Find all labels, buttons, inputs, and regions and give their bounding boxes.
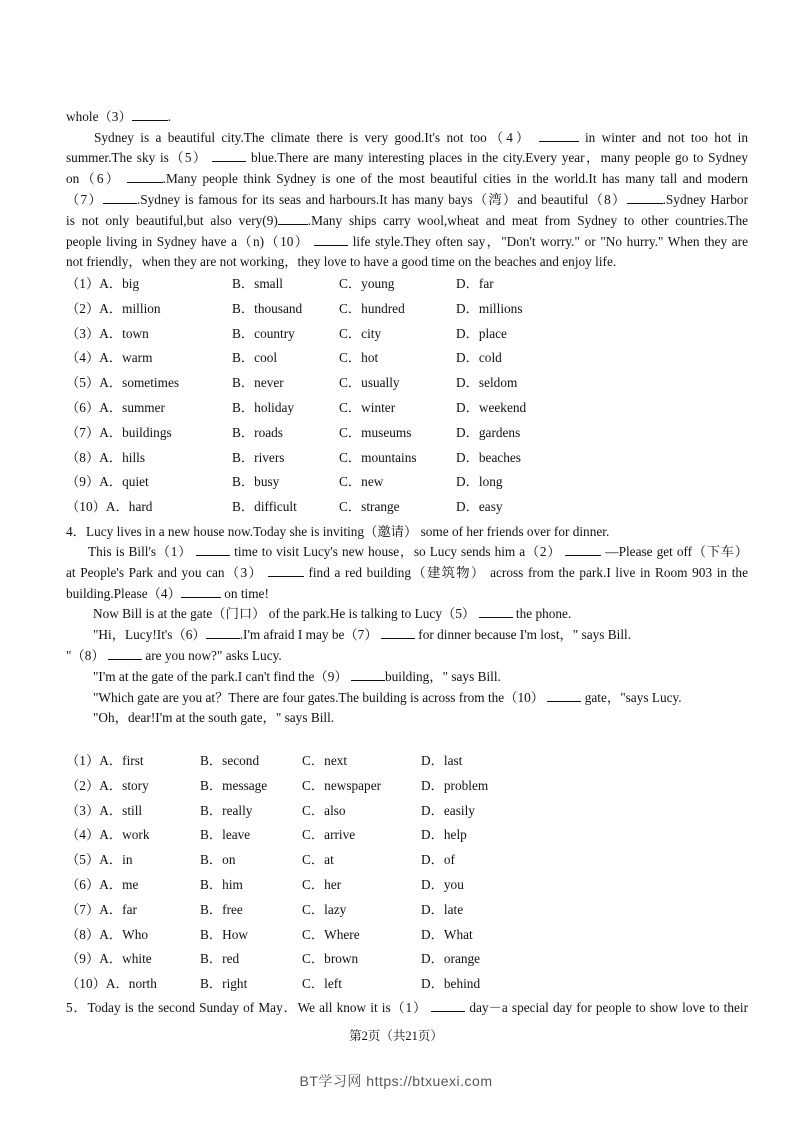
option-d[interactable]: D．late [421,901,464,917]
passage-text: people living in Sydney have a（n)（10） [66,234,310,249]
passage5-line-1 [66,999,748,1016]
passage4-line-3 [66,585,748,602]
option-a[interactable]: （9）A．white [66,951,152,967]
option-d[interactable]: D．you [421,877,464,892]
option-d[interactable]: D．seldom [456,375,518,391]
passage4-line-7 [93,668,748,685]
passage-text: for dinner because I'm lost，" says Bill. [418,627,632,642]
passage-text: summer.The sky is（5） [66,150,208,165]
option-b[interactable]: B．difficult [232,499,297,515]
option-d[interactable]: D．of [421,852,455,868]
answer-blank [547,689,581,702]
option-a[interactable]: （3）A．town [66,325,149,341]
option-a[interactable]: （5）A．sometimes [66,375,180,391]
passage-text: .Sydney Harbor [662,192,748,207]
passage3-line-3 [66,170,748,187]
passage-text: —Please get off（下车） [605,544,749,559]
passage-text: .Many ships carry wool,wheat and meat from Sydney to other countries.The [307,213,748,228]
page-number: 第2页（共21页） [349,1029,443,1043]
option-a[interactable]: （8）A．hills [66,449,146,465]
option-d[interactable]: D．last [421,753,463,768]
answer-blank [196,543,230,556]
passage-text: This is Bill's（1） [88,544,193,559]
passage-text: day－a special day for people to show love to their [469,1000,749,1015]
passage-text: . [167,109,172,124]
option-b[interactable]: B．right [200,976,248,992]
answer-blank [132,108,168,121]
passage3-line-7 [66,253,748,270]
passage-text: Sydney is a beautiful city.The climate there is very good.It's not too（4） [94,130,533,145]
option-c[interactable]: C．next [302,753,348,768]
option-b[interactable]: B．How [200,926,249,942]
answer-blank [206,626,240,639]
option-a[interactable]: （5）A．in [66,852,133,868]
option-a[interactable]: （6）A．me [66,877,139,892]
option-c[interactable]: C．winter [339,400,396,415]
option-c[interactable]: C．brown [302,951,359,967]
option-b[interactable]: B．him [200,877,243,892]
passage-text: is not only beautiful,but also very(9) [66,213,278,228]
passage4-line-4 [93,605,748,622]
passage4-line-9 [93,709,748,726]
option-b[interactable]: B．holiday [232,400,295,415]
option-b[interactable]: B．really [200,802,253,818]
option-b[interactable]: B．never [232,375,284,391]
answer-blank [381,626,415,639]
passage4-line-5 [93,626,748,643]
passage-text: on（6） [66,171,122,186]
passage-text: are you now?" asks Lucy. [145,648,282,663]
passage-text: on time! [224,586,269,601]
option-b[interactable]: B．second [200,753,260,768]
option-a[interactable]: （4）A．work [66,827,150,843]
passage-text: the phone. [515,606,572,621]
passage4-line-8 [93,689,748,706]
option-d[interactable]: D．gardens [456,424,521,440]
option-b[interactable]: B．on [200,852,236,868]
option-c[interactable]: C．hundred [339,300,405,316]
option-d[interactable]: D．place [456,325,507,341]
answer-blank [181,585,221,598]
option-b[interactable]: B．roads [232,424,283,440]
option-a[interactable]: （1）A．big [66,276,140,291]
option-a[interactable]: （6）A．summer [66,400,165,415]
option-d[interactable]: D．behind [421,976,481,992]
option-b[interactable]: B．leave [200,827,251,843]
option-a[interactable]: （2）A．million [66,300,161,316]
answer-blank [212,149,246,162]
passage-text: "Which gate are you at？There are four gates.The building is across from the（10） [93,690,545,705]
passage-text: building，" says Bill. [384,669,501,684]
passage-text: "Oh，dear!I'm at the south gate，" says Bill. [93,710,335,725]
passage3-line-1 [94,129,748,146]
option-d[interactable]: D．easily [421,802,475,818]
option-a[interactable]: （3）A．still [66,802,143,818]
passage-text: life style.They often say，"Don't worry." or "No hurry." When they are [352,234,749,249]
passage-text: "（8） [66,648,105,663]
passage3-line-0 [66,108,748,125]
option-a[interactable]: （2）A．story [66,777,149,793]
option-d[interactable]: D．What [421,926,473,942]
option-d[interactable]: D．far [456,276,494,291]
passage-text: at People's Park and you can（3） [66,565,264,580]
answer-blank [565,543,601,556]
passage-text: find a red building（建筑物） across from the park.I live in Room 903 in the [308,565,748,580]
option-d[interactable]: D．problem [421,777,489,793]
passage-text: gate，"says Lucy. [584,690,682,705]
option-d[interactable]: D．easy [456,499,503,515]
option-c[interactable]: C．newspaper [302,777,382,793]
answer-blank [479,605,513,618]
passage-text: .I'm afraid I may be（7） [239,627,378,642]
option-b[interactable]: B．cool [232,350,278,366]
passage4-line-2 [66,564,748,581]
option-d[interactable]: D．long [456,474,503,490]
option-d[interactable]: D．weekend [456,400,527,415]
option-b[interactable]: B．rivers [232,449,285,465]
option-c[interactable]: C．lazy [302,901,347,917]
passage-text: 5．Today is the second Sunday of May．We all know it is（1） [66,1000,428,1015]
option-d[interactable]: D．beaches [456,449,521,465]
option-c[interactable]: C．city [339,325,382,341]
answer-blank [351,668,385,681]
passage4-line-6 [66,647,748,664]
option-a[interactable]: （7）A．buildings [66,424,172,440]
passage3-line-2 [66,149,748,166]
option-b[interactable]: B．message [200,777,268,793]
passage-text: .Sydney is famous for its seas and harbours.It has many bays（湾）and beautiful（8） [136,192,627,207]
option-a[interactable]: （8）A．Who [66,926,148,942]
passage4-line-1 [88,543,748,560]
passage-text: whole（3） [66,109,132,124]
passage-text: .Many people think Sydney is one of the most beautiful cities in the world.It has many tall and modern [162,171,748,186]
option-d[interactable]: D．cold [456,350,502,366]
answer-blank [268,564,304,577]
answer-blank [627,191,663,204]
answer-blank [278,212,308,225]
option-c[interactable]: C．usually [339,375,400,391]
option-b[interactable]: B．busy [232,474,280,490]
option-c[interactable]: C．new [339,474,384,490]
option-b[interactable]: B．red [200,951,240,967]
option-b[interactable]: B．free [200,901,243,917]
answer-blank [127,170,163,183]
passage3-line-4 [66,191,748,208]
option-a[interactable]: （9）A．quiet [66,474,149,490]
option-b[interactable]: B．small [232,276,283,291]
passage-text: blue.There are many interesting places in the city.Every year，many people go to Sydney [251,150,748,165]
option-c[interactable]: C．hot [339,350,379,366]
answer-blank [539,129,579,142]
answer-blank [103,191,137,204]
passage3-line-6 [66,233,748,250]
option-b[interactable]: B．thousand [232,300,303,316]
option-c[interactable]: C．Where [302,926,360,942]
passage-text: not friendly，when they are not working，they love to have a good time on the beaches and enjoy life. [66,254,617,269]
option-c[interactable]: C．strange [339,499,400,515]
option-c[interactable]: C．at [302,852,334,868]
answer-blank [108,647,142,660]
passage-text: "I'm at the gate of the park.I can't find the（9） [93,669,348,684]
passage-text: building.Please（4） [66,586,181,601]
option-a[interactable]: （1）A．first [66,753,144,768]
option-c[interactable]: C．also [302,802,346,818]
passage-text: Now Bill is at the gate（门口） of the park.He is talking to Lucy（5） [93,606,476,621]
option-a[interactable]: （7）A．far [66,901,137,917]
option-b[interactable]: B．country [232,325,295,341]
site-watermark: BT学习网 https://btxuexi.com [299,1073,493,1089]
option-c[interactable]: C．mountains [339,449,417,465]
option-d[interactable]: D．millions [456,300,523,316]
passage-text: in winter and not too hot in [584,130,748,145]
passage3-line-5 [66,212,748,229]
option-a[interactable]: （10）A．hard [66,499,153,515]
passage-text: "Hi，Lucy!It's（6） [93,627,206,642]
option-c[interactable]: C．young [339,276,395,291]
option-c[interactable]: C．left [302,976,342,992]
option-c[interactable]: C．her [302,877,342,892]
passage4-title: 4．Lucy lives in a new house now.Today she is inviting（邀请） some of her friends over for dinner. [66,524,610,539]
passage-text: （7） [66,192,103,207]
option-d[interactable]: D．orange [421,951,481,967]
option-c[interactable]: C．arrive [302,827,356,843]
answer-blank [314,233,348,246]
passage-text: time to visit Lucy's new house，so Lucy sends him a（2） [234,544,562,559]
option-a[interactable]: （10）A．north [66,976,157,992]
answer-blank [431,999,465,1012]
option-a[interactable]: （4）A．warm [66,350,153,366]
option-c[interactable]: C．museums [339,424,412,440]
option-d[interactable]: D．help [421,827,467,843]
